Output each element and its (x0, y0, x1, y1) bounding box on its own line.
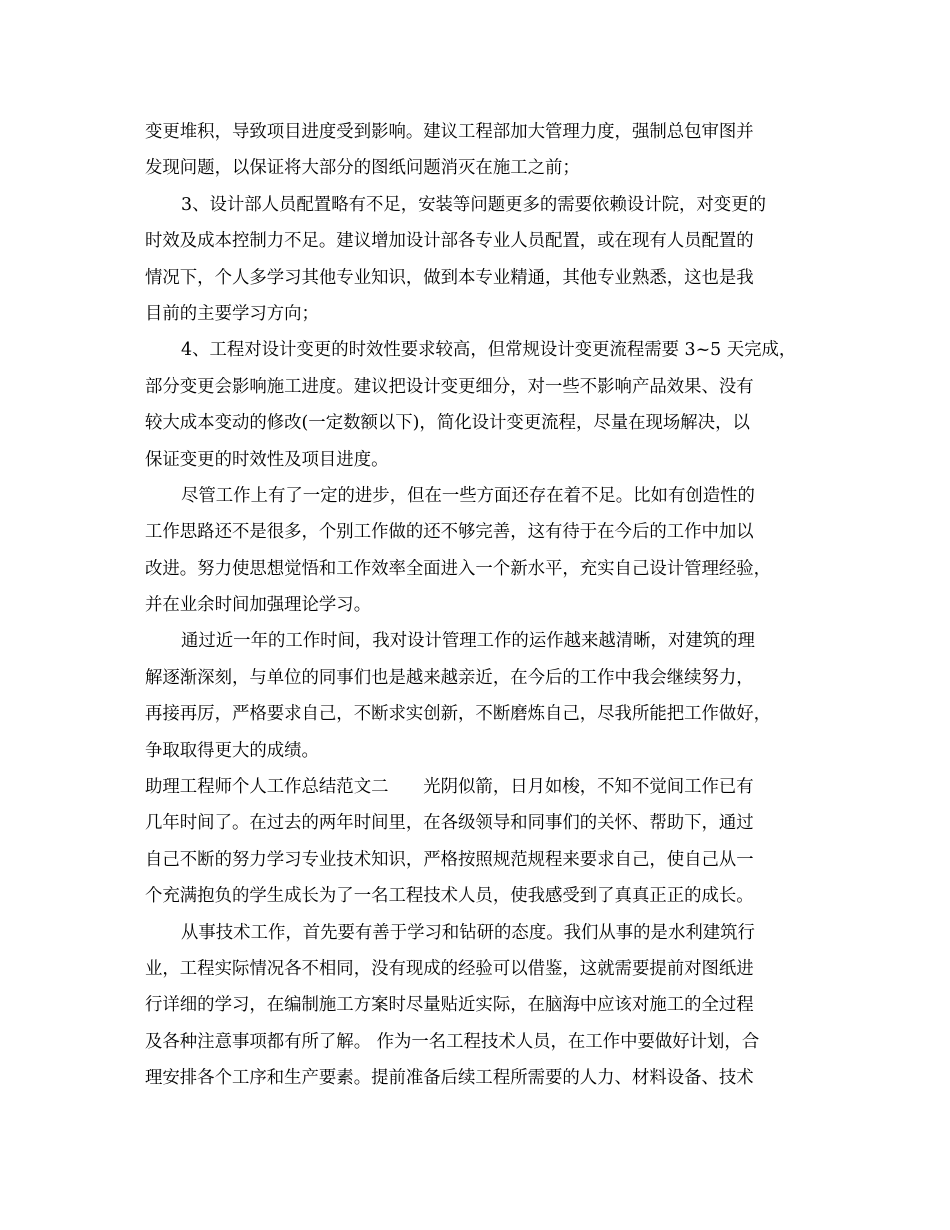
text-line: 工作思路还不是很多，个别工作做的还不够完善，这有待于在今后的工作中加以 (145, 522, 754, 543)
text-line: 解逐渐深刻，与单位的同事们也是越来越亲近，在今后的工作中我会继续努力， (145, 667, 754, 688)
text-line: 部分变更会影响施工进度。建议把设计变更细分，对一些不影响产品效果、没有 (145, 376, 754, 397)
text-line: 及各种注意事项都有所了解。 作为一名工程技术人员，在工作中要做好计划，合 (145, 1031, 760, 1052)
text-line: 从事技术工作，首先要有善于学习和钻研的态度。我们从事的是水利建筑行 (181, 922, 755, 943)
text-line: 变更堆积，导致项目进度受到影响。建议工程部加大管理力度，强制总包审图并 (145, 122, 754, 142)
text-line: 并在业余时间加强理论学习。 (145, 595, 372, 616)
text-line: 较大成本变动的修改(一定数额以下)，简化设计变更流程，尽量在现场解决，以 (145, 413, 750, 434)
text-line: 争取取得更大的成绩。 (145, 740, 319, 761)
text-line: 业，工程实际情况各不相同，没有现成的经验可以借鉴，这就需要提前对图纸进 (145, 958, 754, 979)
text-line: 行详细的学习，在编制施工方案时尽量贴近实际，在脑海中应该对施工的全过程 (145, 995, 754, 1016)
text-line: 再接再厉，严格要求自己，不断求实创新，不断磨炼自己，尽我所能把工作做好， (145, 704, 772, 725)
text-line: 几年时间了。在过去的两年时间里，在各级领导和同事们的关怀、帮助下，通过 (145, 813, 754, 834)
text-line: 改进。努力使思想觉悟和工作效率全面进入一个新水平，充实自己设计管理经验， (145, 558, 772, 579)
document-body (145, 114, 810, 1097)
text-line: 时效及成本控制力不足。建议增加设计部各专业人员配置，或在现有人员配置的 (145, 231, 754, 252)
text-line: 个充满抱负的学生成长为了一名工程技术人员，使我感受到了真真正正的成长。 (145, 886, 754, 907)
text-line: 目前的主要学习方向； (145, 303, 319, 324)
text-line: 自己不断的努力学习专业技术知识，严格按照规范规程来要求自己，使自己从一 (145, 849, 754, 870)
text-line: 4、工程对设计变更的时效性要求较高，但常规设计变更流程需要 3~5 天完成， (181, 340, 797, 361)
text-line: 助理工程师个人工作总结范文二 光阴似箭，日月如梭，不知不觉间工作已有 (145, 777, 754, 798)
text-line: 情况下，个人多学习其他专业知识，做到本专业精通，其他专业熟悉，这也是我 (145, 267, 754, 288)
text-line: 尽管工作上有了一定的进步，但在一些方面还存在着不足。比如有创造性的 (181, 485, 755, 506)
text-line: 发现问题，以保证将大部分的图纸问题消灭在施工之前； (145, 158, 580, 179)
text-line: 3、设计部人员配置略有不足，安装等问题更多的需要依赖设计院，对变更的 (181, 194, 766, 215)
text-line: 理安排各个工序和生产要素。提前准备后续工程所需要的人力、材料设备、技术 (145, 1068, 754, 1089)
text-line: 保证变更的时效性及项目进度。 (145, 449, 389, 470)
text-line: 通过近一年的工作时间，我对设计管理工作的运作越来越清晰，对建筑的理 (181, 631, 755, 652)
